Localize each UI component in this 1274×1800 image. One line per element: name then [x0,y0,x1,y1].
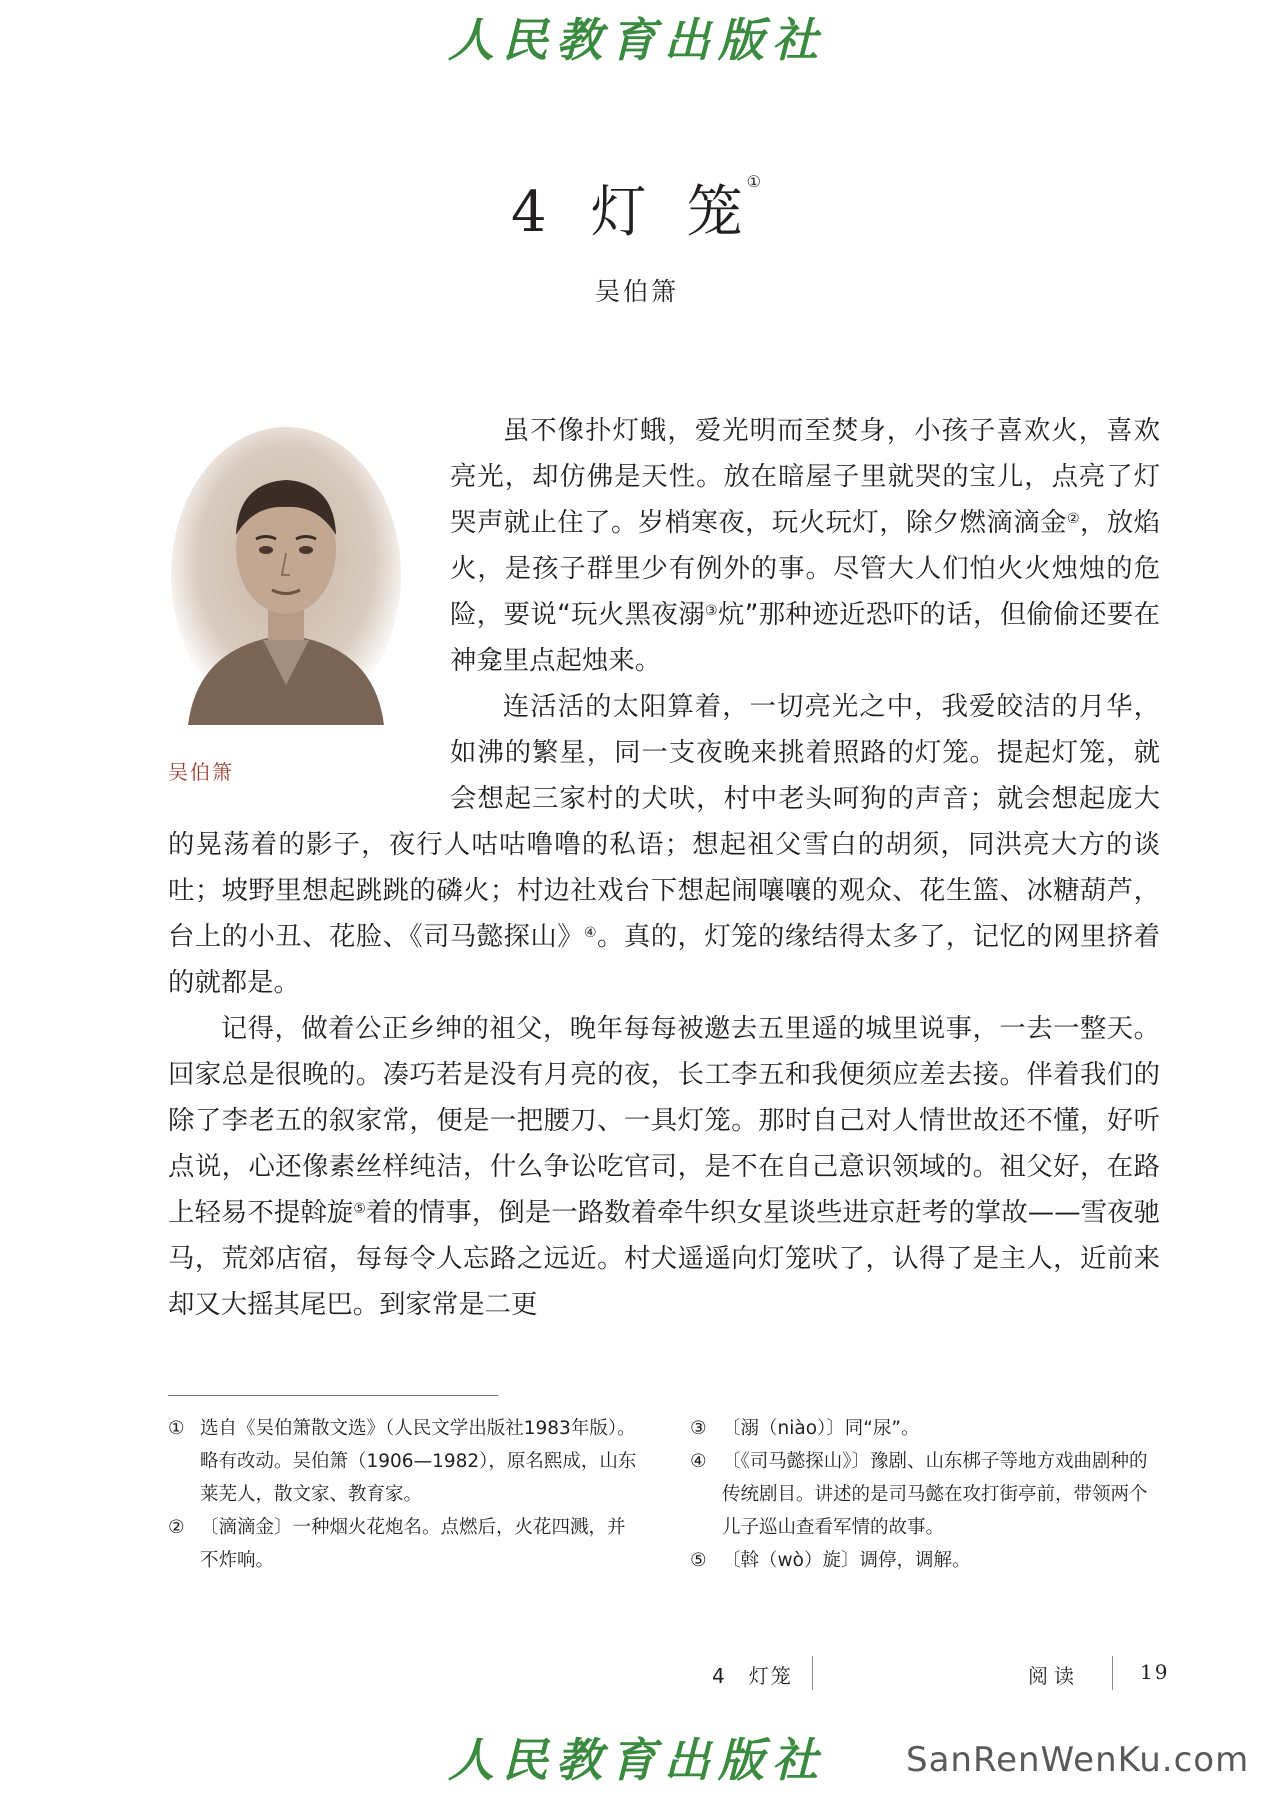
footnote-divider [168,1395,498,1396]
chapter-number: 4 [511,180,549,245]
footnote-ref-4[interactable]: ④ [584,925,598,941]
footnotes-right-column [690,1412,1165,1577]
title-footnote-mark[interactable]: ① [746,172,763,191]
running-footer-chapter: 4 灯笼 [712,1664,793,1688]
article-body [168,408,1160,1328]
footnote-2: ② 〔滴滴金〕一种烟火花炮名。点燃后，火花四溅，并不炸响。 [168,1517,626,1571]
portrait-caption: 吴伯箫 [168,760,234,784]
page-title [0,168,1274,248]
footnote-5: ⑤ 〔斡（wò）旋〕调停，调解。 [690,1550,971,1571]
title-char-1: 灯 [590,180,649,245]
title-char-2: 笼 [686,180,745,245]
page-number: 19 [1140,1660,1170,1684]
watermark: SanRenWenKu.com [906,1740,1250,1780]
footnote-ref-3[interactable]: ③ [705,603,718,619]
footnotes-left-column [168,1412,638,1577]
publisher-logo-top: 人民教育出版社 [448,13,826,67]
running-footer-section: 阅读 [1028,1664,1080,1688]
footnote-3: ③ 〔溺（niào）〕同“尿”。 [690,1418,920,1439]
footer-separator [812,1656,813,1690]
footer-separator [1112,1656,1113,1690]
footnote-ref-5[interactable]: ⑤ [353,1201,366,1217]
paragraph-2: 连活活的太阳算着，一切亮光之中，我爱皎洁的月华，如沸的繁星，同一支夜晚来挑着照路的灯笼。提起灯笼，就会想起三家村的犬吠，村中老头呵狗的声音；就会想起庞大的晃荡着的影子，夜行人咕咕噜噜的私语；想起祖父雪白的胡须，同洪亮大方的谈吐；坡野里想起跳跳的磷火；村边社戏台下想起闹嚷嚷的观众、花生篮、冰糖葫芦，台上的小丑、花脸、《司马懿探山》④。真的，灯笼的缘结得太多了，记忆的网里挤着的就都是。 [168,691,1160,998]
author-name: 吴伯箫 [594,277,679,306]
footnote-4: ④ 〔《司马懿探山》〕豫剧、山东梆子等地方戏曲剧种的传统剧目。讲述的是司马懿在攻打街亭前，带领两个儿子巡山查看军情的故事。 [690,1451,1148,1538]
footnote-ref-2[interactable]: ② [1066,511,1080,527]
portrait-spacer [168,408,450,822]
paragraph-3: 记得，做着公正乡绅的祖父，晚年每每被邀去五里遥的城里说事，一去一整天。回家总是很晚的。凑巧若是没有月亮的夜，长工李五和我便须应差去接。伴着我们的除了李老五的叙家常，便是一把腰刀、一具灯笼。那时自己对人情世故还不懂，好听点说，心还像素丝样纯洁，什么争讼吃官司，是不在自己意识领域的。祖父好，在路上轻易不提斡旋⑤着的情事，倒是一路数着牵牛织女星谈些进京赶考的掌故——雪夜驰马，荒郊店宿，每每令人忘路之远近。村犬遥遥向灯笼吠了，认得了是主人，近前来却又大摇其尾巴。到家常是二更 [168,1013,1161,1320]
paragraph-1: 虽不像扑灯蛾，爱光明而至焚身，小孩子喜欢火，喜欢亮光，却仿佛是天性。放在暗屋子里就哭的宝儿，点亮了灯哭声就止住了。岁梢寒夜，玩火玩灯，除夕燃滴滴金②，放焰火，是孩子群里少有例外的事。尽管大人们怕火火烛烛的危险，要说“玩火黑夜溺③炕”那种迹近恐吓的话，但偷偷还要在神龛里点起烛来。 [450,415,1161,676]
footnote-1: ① 选自《吴伯箫散文选》（人民文学出版社1983年版）。略有改动。吴伯箫（1906—1982），原名熙成，山东莱芜人，散文家、教育家。 [168,1418,637,1505]
publisher-logo-bottom: 人民教育出版社 [448,1733,826,1787]
